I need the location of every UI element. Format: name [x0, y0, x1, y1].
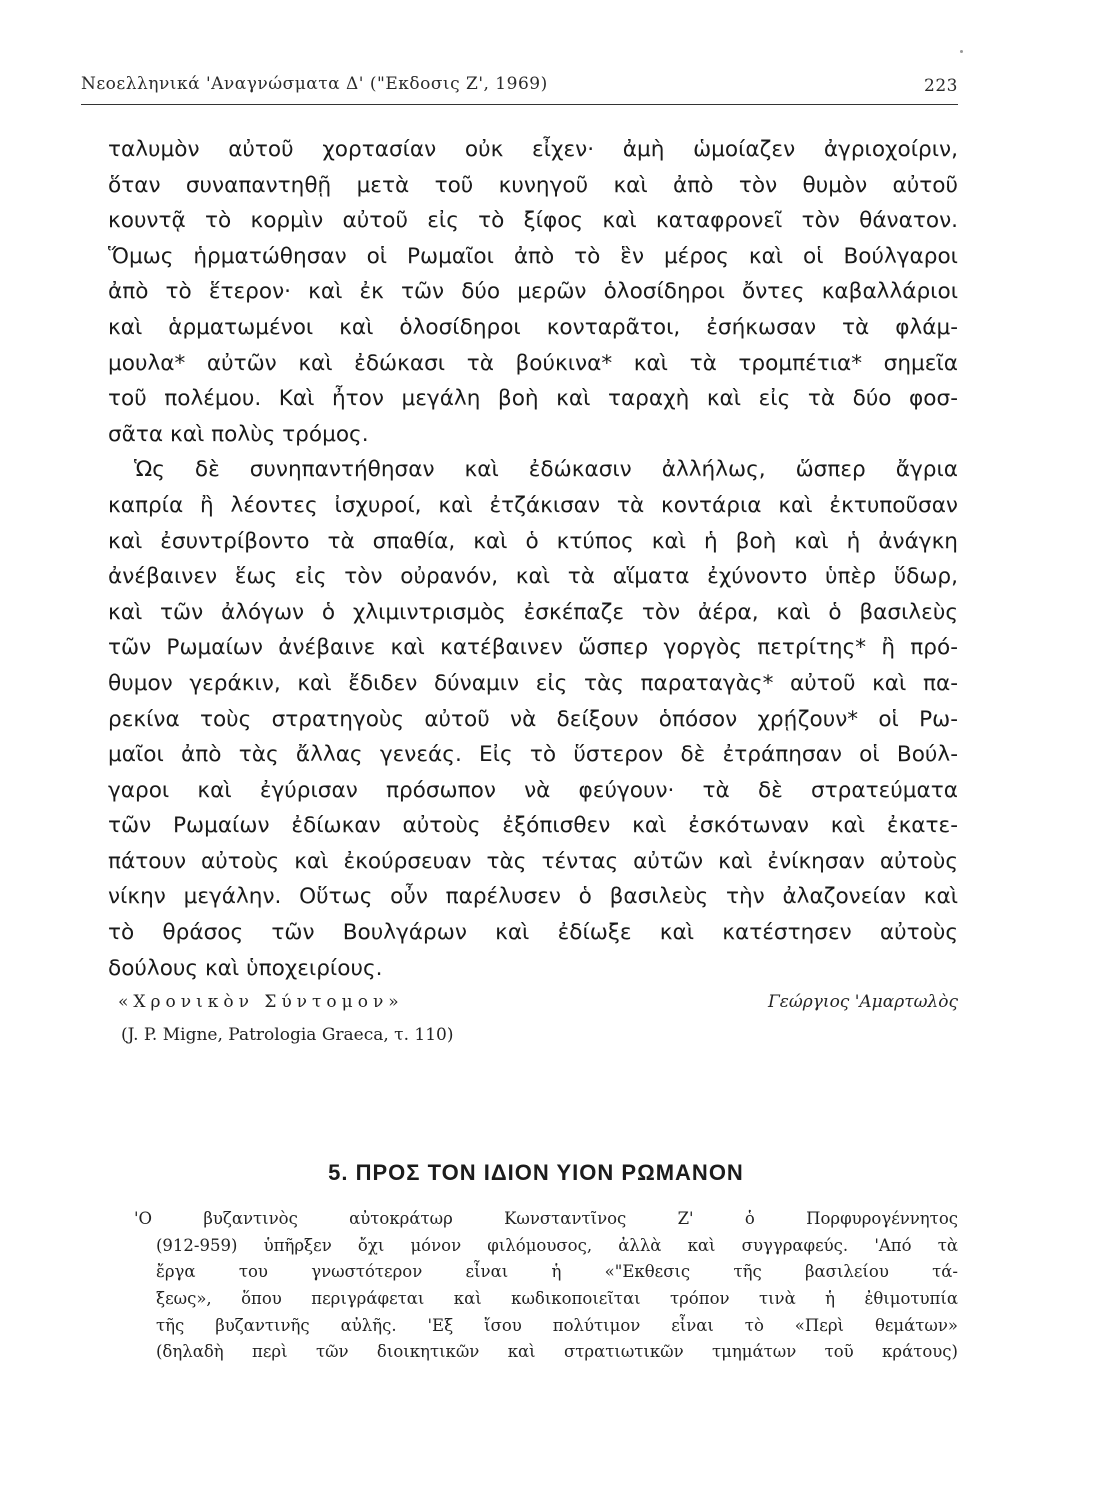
text-line: τὸ θράσος τῶν Βουλγάρων καὶ ἐδίωξε καὶ κατέστησεν αὐτοὺς — [108, 920, 958, 946]
stray-ink-mark — [960, 50, 963, 53]
text-line: Ὡς δὲ συνηπαντήθησαν καὶ ἐδώκασιν ἀλλήλως, ὥσπερ ἄγρια — [134, 457, 958, 483]
text-line: μαῖοι ἀπὸ τὰς ἄλλας γενεάς. Εἰς τὸ ὕστερον δὲ ἐτράπησαν οἱ Βούλ- — [108, 742, 958, 768]
text-line: ἀπὸ τὸ ἕτερον· καὶ ἐκ τῶν δύο μερῶν ὁλοσίδηροι ὄντες καβαλλάριοι — [108, 279, 958, 305]
text-line: Ὅμως ἡρματώθησαν οἱ Ρωμαῖοι ἀπὸ τὸ ἓν μέρος καὶ οἱ Βούλγαροι — [108, 243, 958, 269]
text-line: ὅταν συναπαντηθῇ μετὰ τοῦ κυνηγοῦ καὶ ἀπὸ τὸν θυμὸν αὐτοῦ — [108, 172, 958, 198]
text-line: ρεκίνα τοὺς στρατηγοὺς αὐτοῦ νὰ δείξουν ὁπόσον χρῄζουν* οἱ Ρω- — [108, 706, 958, 732]
text-line: τῶν Ρωμαίων ἐδίωκαν αὐτοὺς ἐξόπισθεν καὶ ἐσκότωναν καὶ ἐκατε- — [108, 813, 958, 839]
author-name: Γεώργιος 'Αμαρτωλὸς — [767, 992, 958, 1013]
text-line: καὶ τῶν ἀλόγων ὁ χλιμιντρισμὸς ἐσκέπαζε τὸν ἀέρα, καὶ ὁ βασιλεὺς — [108, 599, 958, 625]
source-citation — [108, 990, 958, 1050]
text-line: τῶν Ρωμαίων ἀνέβαινε καὶ κατέβαινεν ὥσπερ γοργὸς πετρίτης* ἢ πρό- — [108, 635, 958, 661]
text-line: ταλυμὸν αὐτοῦ χορτασίαν οὐκ εἶχεν· ἀμὴ ὡμοίαζεν ἀγριοχοίριν, — [108, 137, 958, 162]
section-heading: 5. ΠΡΟΣ ΤΟΝ ΙΔΙΟΝ ΥΙΟΝ ΡΩΜΑΝΟΝ — [328, 1160, 744, 1186]
page-number: 223 — [924, 76, 958, 96]
running-title: Νεοελληνικά 'Αναγνώσματα Δ' ("Εκδοσις Ζ', 1969) — [81, 74, 548, 94]
header-rule — [81, 104, 958, 105]
intro-line: (δηλαδὴ περὶ τῶν διοικητικῶν καὶ στρατιωτικῶν τμημάτων τοῦ κράτους) — [156, 1342, 958, 1362]
intro-line: ξεως», ὅπου περιγράφεται καὶ κωδικοποιεῖται τρόπον τινὰ ἡ ἐθιμοτυπία — [156, 1289, 958, 1309]
text-line: γαροι καὶ ἐγύρισαν πρόσωπον νὰ φεύγουν· τὰ δὲ στρατεύματα — [108, 777, 958, 803]
text-line: τοῦ πολέμου. Καὶ ἦτον μεγάλη βοὴ καὶ ταραχὴ καὶ εἰς τὰ δύο φοσ- — [108, 386, 958, 412]
text-line: καὶ ἁρματωμένοι καὶ ὁλοσίδηροι κονταρᾶτοι, ἐσήκωσαν τὰ φλάμ- — [108, 314, 958, 340]
intro-line: (912-959) ὑπῆρξεν ὄχι μόνον φιλόμουσος, ἀλλὰ καὶ συγγραφεύς. 'Από τὰ — [156, 1235, 958, 1255]
text-line: καὶ ἐσυντρίβοντο τὰ σπαθία, καὶ ὁ κτύπος καὶ ἡ βοὴ καὶ ἡ ἀνάγκη — [108, 528, 958, 554]
text-line: θυμον γεράκιν, καὶ ἔδιδεν δύναμιν εἰς τὰς παραταγὰς* αὐτοῦ καὶ πα- — [108, 670, 958, 696]
text-line: νίκην μεγάλην. Οὕτως οὖν παρέλυσεν ὁ βασιλεὺς τὴν ἀλαζονείαν καὶ — [108, 884, 958, 910]
text-line: καπρία ἢ λέοντες ἰσχυροί, καὶ ἐτζάκισαν τὰ κοντάρια καὶ ἐκτυποῦσαν — [108, 492, 958, 518]
chronicle-title: «Χρονικὸν Σύντομον» — [118, 992, 404, 1013]
section-intro — [108, 1206, 958, 1366]
intro-line: τῆς βυζαντινῆς αὐλῆς. 'Εξ ἴσου πολύτιμον εἶναι τὸ «Περὶ θεμάτων» — [156, 1315, 958, 1335]
text-line: σᾶτα καὶ πολὺς τρόμος. — [108, 421, 369, 447]
text-line: δούλους καὶ ὑποχειρίους. — [108, 955, 383, 981]
text-line: ἀνέβαινεν ἕως εἰς τὸν οὐρανόν, καὶ τὰ αἵματα ἐχύνοντο ὑπὲρ ὕδωρ, — [108, 564, 958, 590]
text-line: μουλα* αὐτῶν καὶ ἐδώκασι τὰ βούκινα* καὶ τὰ τρομπέτια* σημεῖα — [108, 350, 958, 376]
text-line: πάτουν αὐτοὺς καὶ ἐκούρσευαν τὰς τέντας αὐτῶν καὶ ἐνίκησαν αὐτοὺς — [108, 848, 958, 874]
chronicle-text — [108, 132, 958, 986]
text-line: κουντᾷ τὸ κορμὶν αὐτοῦ εἰς τὸ ξίφος καὶ καταφρονεῖ τὸν θάνατον. — [108, 208, 958, 234]
book-page — [81, 66, 958, 1366]
intro-line: ἔργα του γνωστότερον εἶναι ἡ «"Εκθεσις τῆς βασιλείου τά- — [156, 1262, 958, 1282]
running-head — [81, 66, 958, 100]
intro-line: 'Ο βυζαντινὸς αὐτοκράτωρ Κωνσταντῖνος Ζ' ὁ Πορφυρογέννητος — [134, 1209, 958, 1229]
bibliographic-reference: (J. P. Migne, Patrologia Graeca, τ. 110) — [121, 1025, 454, 1046]
